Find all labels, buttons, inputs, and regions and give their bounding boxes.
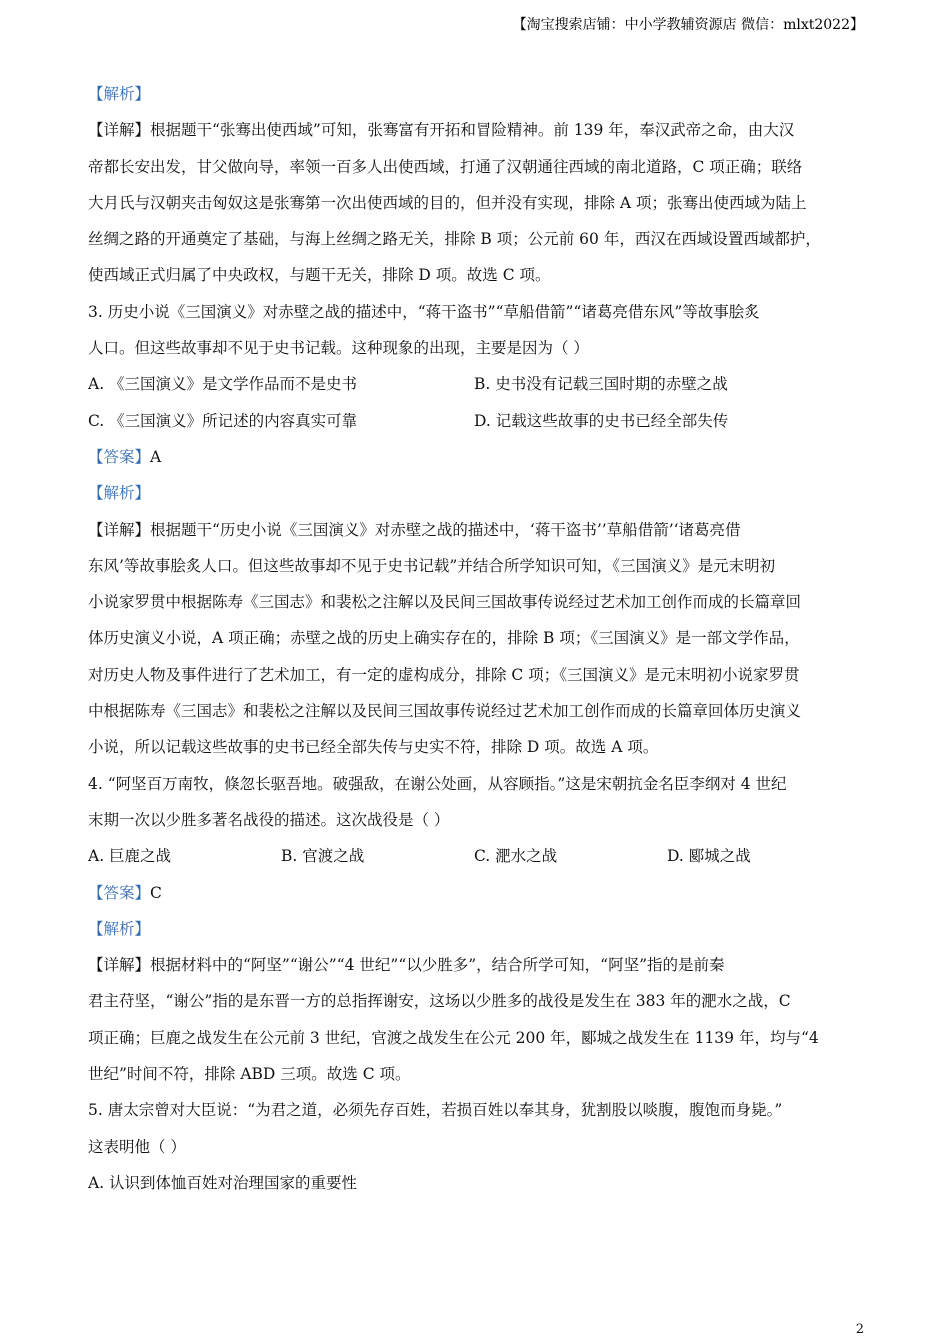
text-line: 体历史演义小说，A 项正确；赤壁之战的历史上确实存在的，排除 B 项；《三国演义》是一部文学作品， <box>88 629 800 648</box>
option-row <box>88 403 860 439</box>
text-line: 中根据陈寿《三国志》和裴松之注解以及民间三国故事传说经过艺术加工创作而成的长篇章回体历史演义 <box>88 702 802 721</box>
text-line: 对历史人物及事件进行了艺术加工，有一定的虚构成分，排除 C 项；《三国演义》是元末明初小说家罗贯 <box>88 665 800 684</box>
answer-line <box>88 875 860 911</box>
answer-tag: 【答案】 <box>88 883 151 902</box>
page-header: 【淘宝搜索店铺：中小学教辅资源店 微信：mlxt2022】 <box>512 17 864 33</box>
text-line: 丝绸之路的开通奠定了基础，与海上丝绸之路无关，排除 B 项；公元前 60 年，西汉在西域设置西域都护， <box>88 230 821 249</box>
text-line: 东风’等故事脍炙人口。但这些故事却不见于史书记载”并结合所学知识可知，《三国演义》是元末明初 <box>88 556 776 575</box>
document-body <box>88 76 860 1201</box>
text-line: 君主苻坚，“谢公”指的是东晋一方的总指挥谢安，这场以少胜多的战役是发生在 383 年的淝水之战，C <box>88 992 791 1011</box>
text-line: A. 认识到体恤百姓对治理国家的重要性 <box>88 1173 358 1192</box>
answer-value: C <box>150 883 162 902</box>
page-number: 2 <box>855 1322 864 1337</box>
answer-option: C. 《三国演义》所记述的内容真实可靠 <box>88 411 358 430</box>
section-tag: 【解析】 <box>88 919 151 938</box>
text-line: 末期一次以少胜多著名战役的描述。这次战役是（ ） <box>88 810 450 829</box>
text-line: 小说家罗贯中根据陈寿《三国志》和裴松之注解以及民间三国故事传说经过艺术加工创作而成的长篇章回 <box>88 593 802 612</box>
text-line: 3. 历史小说《三国演义》对赤壁之战的描述中，“蒋干盗书”“草船借箭”“诸葛亮借东风”等故事脍炙 <box>88 302 760 321</box>
section-tag: 【解析】 <box>88 484 151 503</box>
answer-option: B. 史书没有记载三国时期的赤壁之战 <box>474 375 728 394</box>
text-line: 世纪”时间不符，排除 ABD 三项。故选 C 项。 <box>88 1065 411 1084</box>
option-row <box>88 366 860 402</box>
text-line: 小说，所以记载这些故事的史书已经全部失传与史实不符，排除 D 项。故选 A 项。 <box>88 738 659 757</box>
answer-option: B. 官渡之战 <box>281 847 365 866</box>
text-line: 这表明他（ ） <box>88 1137 186 1156</box>
text-line: 5. 唐太宗曾对大臣说：“为君之道，必须先存百姓，若损百姓以奉其身，犹割股以啖腹，腹饱而身毙。” <box>88 1101 783 1120</box>
text-line: 人口。但这些故事却不见于史书记载。这种现象的出现，主要是因为（ ） <box>88 339 589 358</box>
answer-option: D. 记载这些故事的史书已经全部失传 <box>474 411 729 430</box>
answer-tag: 【答案】 <box>88 447 151 466</box>
text-line: 【详解】根据题干“张骞出使西域”可知，张骞富有开拓和冒险精神。前 139 年，奉汉武帝之命，由大汉 <box>88 121 795 140</box>
text-line: 帝都长安出发，甘父做向导，率领一百多人出使西域，打通了汉朝通往西域的南北道路，C 项正确；联络 <box>88 157 803 176</box>
text-line: 项正确；巨鹿之战发生在公元前 3 世纪，官渡之战发生在公元 200 年，郾城之战发生在 1139 年，均与“4 <box>88 1028 819 1047</box>
answer-option: C. 淝水之战 <box>474 847 558 866</box>
text-line: 使西域正式归属了中央政权，与题干无关，排除 D 项。故选 C 项。 <box>88 266 551 285</box>
text-line: 【详解】根据材料中的“阿坚”“谢公”“4 世纪”“以少胜多”，结合所学可知，“阿坚”指的是前秦 <box>88 956 725 975</box>
answer-option: A. 巨鹿之战 <box>88 847 172 866</box>
answer-line <box>88 439 860 475</box>
answer-option: A. 《三国演义》是文学作品而不是史书 <box>88 375 358 394</box>
option-row <box>88 838 860 874</box>
section-tag: 【解析】 <box>88 85 151 103</box>
answer-value: A <box>150 447 162 466</box>
text-line: 4. “阿坚百万南牧，倏忽长驱吾地。破强敌，在谢公处画，从容顾指。”这是宋朝抗金名臣李纲对 4 世纪 <box>88 774 787 793</box>
text-line: 大月氏与汉朝夹击匈奴这是张骞第一次出使西域的目的，但并没有实现，排除 A 项；张骞出使西域为陆上 <box>88 193 807 212</box>
answer-option: D. 郾城之战 <box>667 847 751 866</box>
text-line: 【详解】根据题干“历史小说《三国演义》对赤壁之战的描述中，‘蒋干盗书’’草船借箭’‘诸葛亮借 <box>88 520 741 539</box>
